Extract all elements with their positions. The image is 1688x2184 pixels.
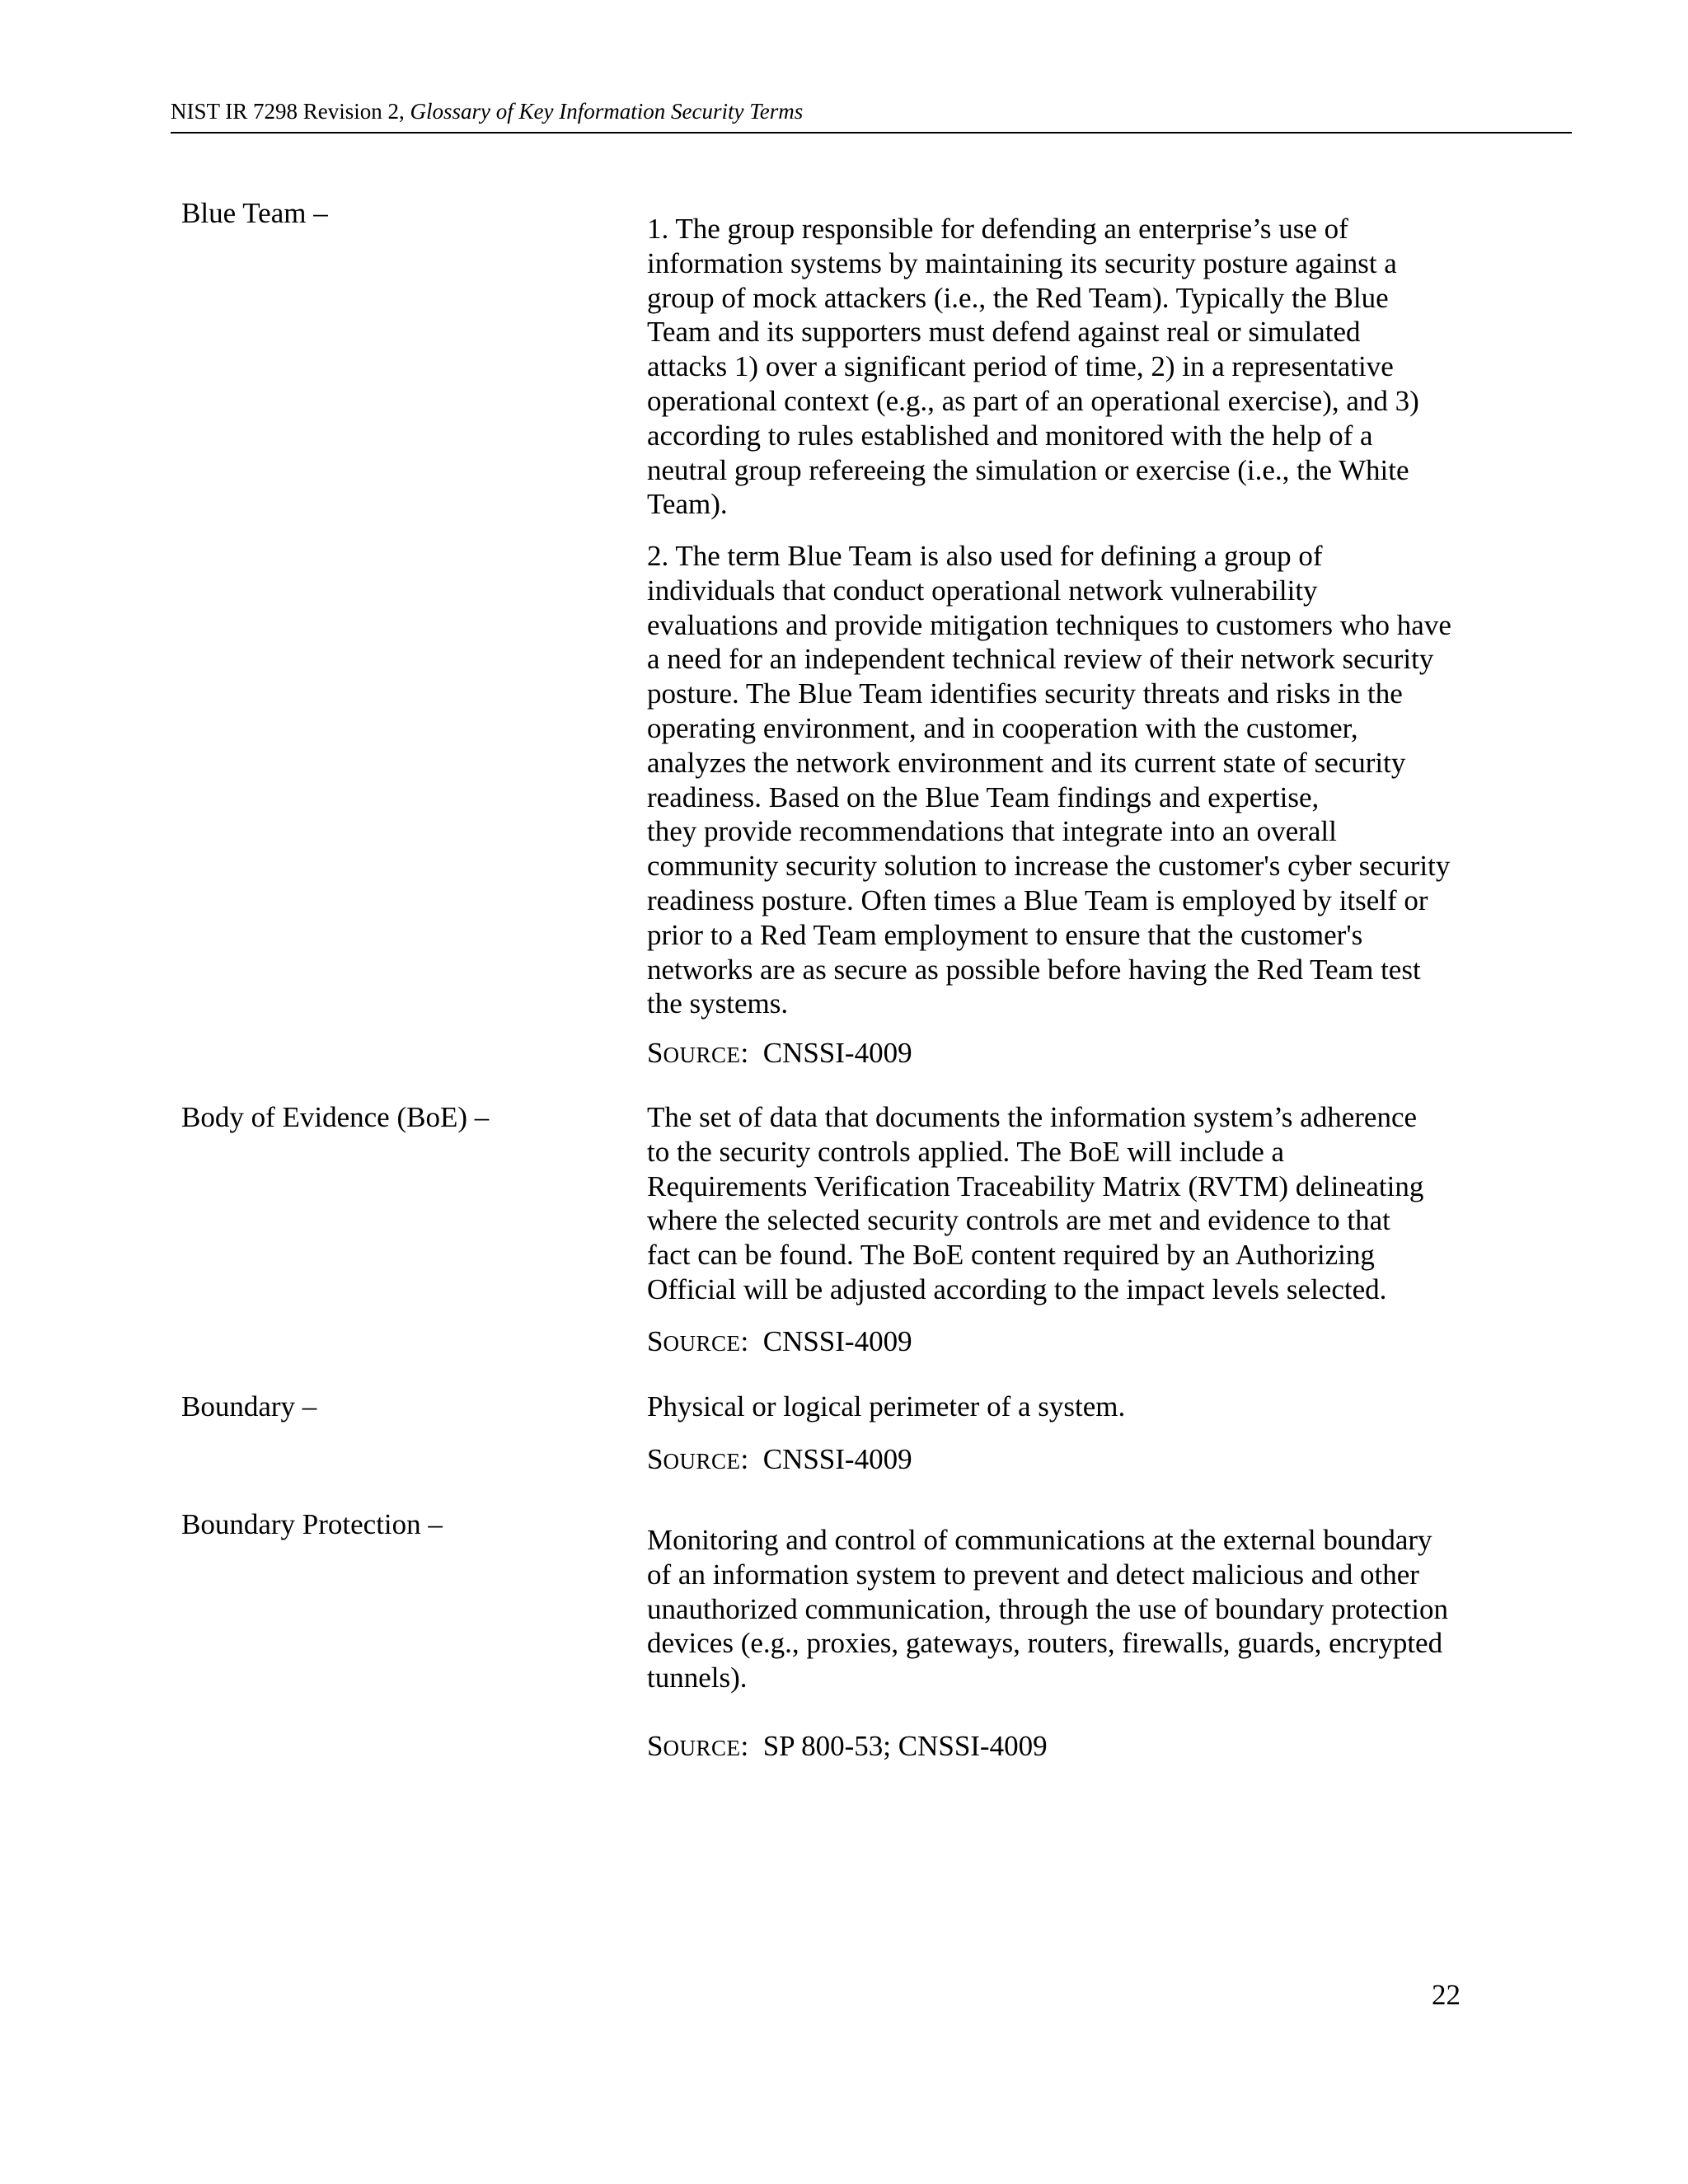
definition-paragraph: Monitoring and control of communications at the external boundary of an information system to prevent and detect malicious and other unauthorized communication, through the use of boundary protection devices (e.g., proxies, gateways, routers, firewalls, guards, encrypted tunnels). (647, 1524, 1448, 1694)
definition-paragraph: 2. The term Blue Team is also used for defining a group of individuals that conduct operational network vulnerability evaluations and provide mitigation techniques to customers who have a need for an independent technical review of their network security posture. The Blue Team identifies security threats and risks in the operating environment, and in cooperation with the customer, analyzes the network environment and its current state of security readiness. Based on the Blue Team findings and expertise, they provide recommendations that integrate into an overall community security solution to increase the customer's cyber security readiness posture. Often times a Blue Team is employed by itself or prior to a Red Team employment to ensure that the customer's networks are as secure as possible before having the Red Team test the systems. (647, 540, 1451, 1020)
source-line-boundary-protection (647, 1729, 1048, 1765)
source-label-rest: OURCE (663, 1331, 741, 1356)
running-header (171, 97, 1572, 134)
source-label-initial: S (647, 1443, 663, 1475)
definition-blue-team-1 (647, 212, 1504, 522)
source-reference: CNSSI-4009 (762, 1037, 912, 1069)
glossary-term-blue-team: Blue Team – (181, 197, 328, 229)
source-reference: CNSSI-4009 (762, 1325, 912, 1357)
source-label-rest: OURCE (663, 1043, 741, 1067)
source-label-initial: S (647, 1325, 663, 1357)
source-label-rest: OURCE (663, 1449, 741, 1474)
definition-paragraph: 1. The group responsible for defending an enterprise’s use of information systems by maintaining its security posture against a group of mock attackers (i.e., the Red Team). Typically the Blue Team and its supporters must defend against real or simulated attacks 1) over a significant period of time, 2) in a representative operational context (e.g., as part of an operational exercise), and 3) according to rules established and monitored with the help of a neutral group refereeing the simulation or exercise (i.e., the White Team). (647, 213, 1419, 521)
definition-paragraph: Physical or logical perimeter of a system. (647, 1390, 1126, 1422)
source-label-colon: : (740, 1443, 749, 1475)
definition-blue-team-2 (647, 539, 1504, 1021)
definition-paragraph: The set of data that documents the information system’s adherence to the security controls applied. The BoE will include a Requirements Verification Traceability Matrix (RVTM) delineating where the selected security controls are met and evidence to that fact can be found. The BoE content required by an Authorizing Official will be adjusted according to the impact levels selected. (647, 1101, 1424, 1305)
source-line-boundary (647, 1442, 912, 1479)
source-label-initial: S (647, 1730, 663, 1762)
source-line-blue-team (647, 1036, 912, 1072)
source-line-body-of-evidence (647, 1324, 912, 1361)
glossary-term-boundary: Boundary – (181, 1390, 317, 1422)
header-document-title: Glossary of Key Information Security Terms (410, 99, 804, 124)
source-reference: CNSSI-4009 (762, 1443, 912, 1475)
definition-boundary-protection (647, 1523, 1504, 1695)
definition-body-of-evidence (647, 1100, 1504, 1307)
source-label-colon: : (740, 1037, 749, 1069)
source-label-initial: S (647, 1037, 663, 1069)
source-label-rest: OURCE (663, 1736, 741, 1760)
source-label-colon: : (740, 1730, 749, 1762)
glossary-term-boundary-protection: Boundary Protection – (181, 1508, 443, 1540)
header-prefix: NIST IR 7298 Revision 2, (171, 99, 410, 124)
source-label-colon: : (740, 1325, 749, 1357)
source-reference: SP 800-53; CNSSI-4009 (762, 1730, 1048, 1762)
page-number: 22 (1432, 1979, 1461, 2011)
glossary-term-body-of-evidence: Body of Evidence (BoE) – (181, 1101, 490, 1133)
definition-boundary (647, 1390, 1504, 1424)
